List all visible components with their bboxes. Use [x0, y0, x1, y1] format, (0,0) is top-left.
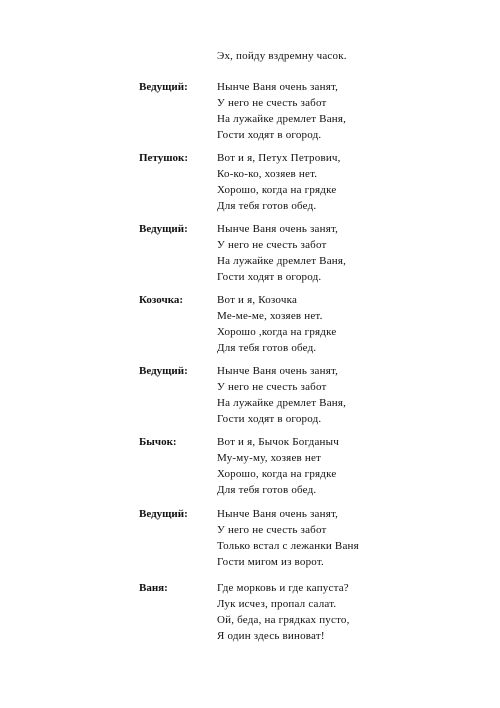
verse-line: Хорошо ,когда на грядке — [217, 326, 337, 338]
verse-line: Ме-ме-ме, хозяев нет. — [217, 310, 323, 322]
verse-line: Хорошо, когда на грядке — [217, 184, 337, 196]
verse-lines — [217, 292, 487, 356]
verse-line: Гости ходят в огород. — [217, 129, 322, 141]
speaker-label: Ведущий: — [139, 81, 188, 93]
verse-lines — [217, 363, 487, 427]
verse-lines — [217, 506, 487, 570]
speaker-label: Ваня: — [139, 582, 168, 594]
speaker-label: Ведущий: — [139, 223, 188, 235]
verse-line: Вот и я, Бычок Богданыч — [217, 436, 339, 448]
verse-line: Нынче Ваня очень занят, — [217, 223, 339, 235]
verse-line: Нынче Ваня очень занят, — [217, 365, 339, 377]
verse-lines — [217, 48, 487, 64]
verse-line: Ко-ко-ко, хозяев нет. — [217, 168, 318, 180]
verse-line: У него не счесть забот — [217, 239, 327, 251]
verse-line: Гости ходят в огород. — [217, 271, 322, 283]
verse-line: Нынче Ваня очень занят, — [217, 81, 339, 93]
verse-line: Нынче Ваня очень занят, — [217, 508, 339, 520]
verse-line: На лужайке дремлет Ваня, — [217, 397, 347, 409]
speaker-label: Козочка: — [139, 294, 184, 306]
verse-lines — [217, 580, 487, 644]
verse-line: Гости мигом из ворот. — [217, 556, 324, 568]
speaker-label: Бычок: — [139, 436, 177, 448]
verse-line: Гости ходят в огород. — [217, 413, 322, 425]
verse-line: Эх, пойду вздремну часок. — [217, 50, 347, 62]
verse-line: На лужайке дремлет Ваня, — [217, 255, 347, 267]
verse-line: Для тебя готов обед. — [217, 342, 317, 354]
verse-line: Вот и я, Петух Петрович, — [217, 152, 341, 164]
verse-lines — [217, 150, 487, 214]
verse-line: У него не счесть забот — [217, 381, 327, 393]
verse-line: Ой, беда, на грядках пусто, — [217, 614, 350, 626]
verse-line: Лук исчез, пропал салат. — [217, 598, 337, 610]
verse-line: У него не счесть забот — [217, 97, 327, 109]
speaker-label: Петушок: — [139, 152, 188, 164]
speaker-label: Ведущий: — [139, 365, 188, 377]
verse-line: Где морковь и где капуста? — [217, 582, 349, 594]
verse-line: Хорошо, когда на грядке — [217, 468, 337, 480]
verse-lines — [217, 79, 487, 143]
verse-line: Только встал с лежанки Ваня — [217, 540, 359, 552]
speaker-label: Ведущий: — [139, 508, 188, 520]
verse-line: Я один здесь виноват! — [217, 630, 325, 642]
verse-line: Му-му-му, хозяев нет — [217, 452, 322, 464]
verse-line: У него не счесть забот — [217, 524, 327, 536]
verse-line: Вот и я, Козочка — [217, 294, 298, 306]
verse-lines — [217, 221, 487, 285]
verse-line: На лужайке дремлет Ваня, — [217, 113, 347, 125]
verse-line: Для тебя готов обед. — [217, 484, 317, 496]
verse-line: Для тебя готов обед. — [217, 200, 317, 212]
verse-lines — [217, 434, 487, 498]
